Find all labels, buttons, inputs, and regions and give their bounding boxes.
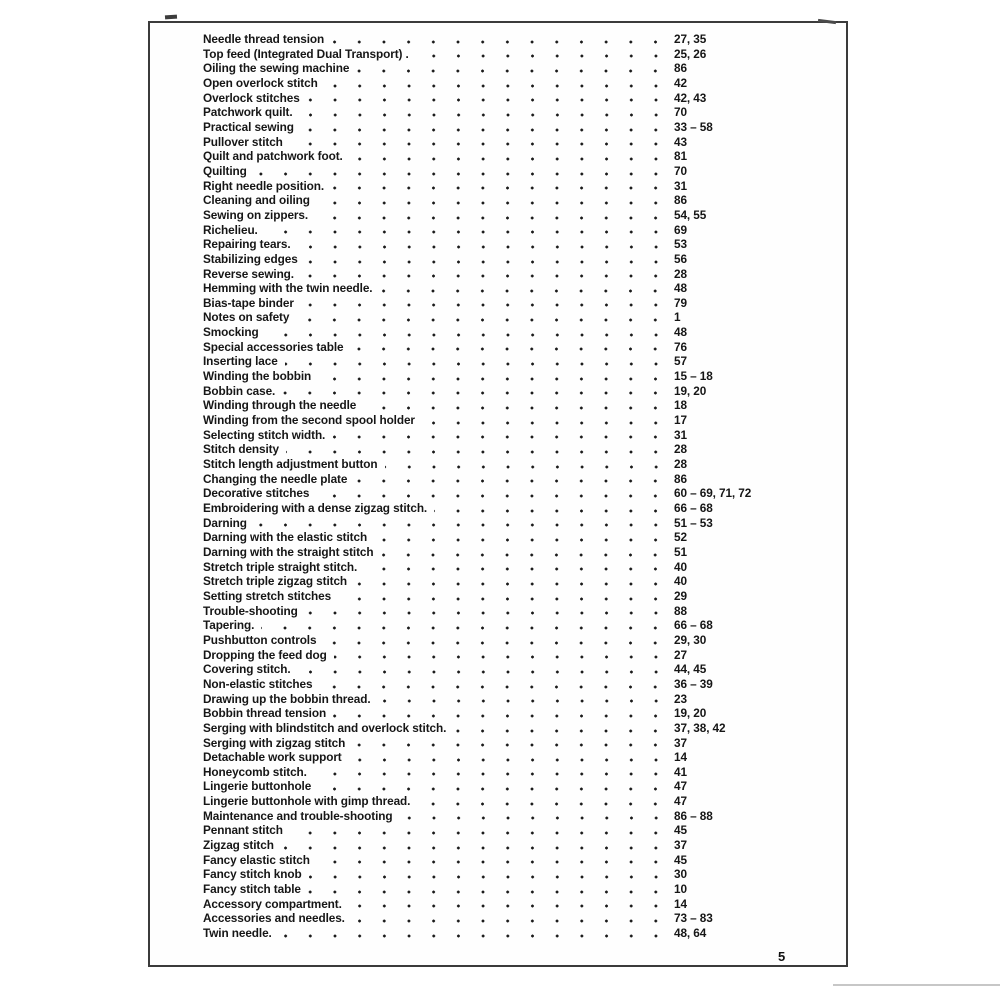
- entry-pages: 40: [674, 574, 687, 589]
- dot-leader: [309, 867, 669, 882]
- index-entry: [203, 516, 840, 531]
- entry-label: Covering stitch.: [203, 662, 291, 677]
- index-entry: [203, 692, 840, 707]
- entry-label: Darning with the elastic stitch: [203, 530, 368, 545]
- index-entry: [203, 384, 840, 399]
- entry-pages: 86: [674, 193, 687, 208]
- entry-pages: 44, 45: [674, 662, 707, 677]
- dot-leader: [349, 750, 669, 765]
- entry-label: Reverse sewing.: [203, 266, 294, 281]
- index-entry: [203, 325, 840, 340]
- index-entry: [203, 823, 840, 838]
- entry-label: Pullover stitch: [203, 134, 283, 149]
- entry-pages: 45: [674, 823, 687, 838]
- entry-label: Tapering.: [203, 618, 255, 633]
- entry-label: Detachable work support: [203, 750, 342, 765]
- entry-pages: 29: [674, 588, 687, 603]
- dot-leader: [380, 545, 669, 560]
- entry-pages: 86: [674, 61, 687, 76]
- index-entry: [203, 398, 840, 413]
- entry-label: Twin needle.: [203, 926, 272, 941]
- dot-leader: [305, 604, 669, 619]
- dot-leader: [318, 369, 669, 384]
- dot-leader: [334, 648, 669, 663]
- index-entry: [203, 340, 840, 355]
- entry-label: Quilt and patchwork foot.: [203, 149, 343, 164]
- index-entry: [203, 76, 840, 91]
- entry-label: Accessory compartment.: [203, 896, 342, 911]
- entry-label: Lingerie buttonhole: [203, 779, 312, 794]
- index-entry: [203, 779, 840, 794]
- index-entry: [203, 545, 840, 560]
- entry-label: Bias-tape binder: [203, 295, 294, 310]
- dot-leader: [332, 428, 669, 443]
- dot-leader: [354, 472, 669, 487]
- index-entry: [203, 164, 840, 179]
- entry-pages: 23: [674, 691, 687, 706]
- index-entry: [203, 501, 840, 516]
- index-entry: [203, 428, 840, 443]
- entry-pages: 48: [674, 325, 687, 340]
- entry-pages: 48, 64: [674, 926, 707, 941]
- entry-pages: 81: [674, 149, 687, 164]
- dot-leader: [298, 662, 669, 677]
- dot-leader: [308, 882, 669, 897]
- dot-leader: [434, 501, 669, 516]
- dot-leader: [416, 47, 669, 62]
- entry-pages: 28: [674, 457, 687, 472]
- entry-pages: 66 – 68: [674, 501, 713, 515]
- dot-leader: [319, 677, 669, 692]
- entry-pages: 37, 38, 42: [674, 720, 726, 735]
- entry-pages: 30: [674, 867, 687, 882]
- entry-pages: 17: [674, 413, 687, 428]
- entry-label: Darning: [203, 515, 247, 530]
- index-list: [203, 32, 840, 941]
- dot-leader: [307, 91, 669, 106]
- dot-leader: [354, 574, 669, 589]
- dot-leader: [282, 384, 669, 399]
- entry-pages: 37: [674, 838, 687, 853]
- dot-leader: [301, 296, 669, 311]
- entry-label: Stitch length adjustment button: [203, 457, 378, 472]
- dot-leader: [356, 61, 669, 76]
- index-entry: [203, 765, 840, 780]
- index-entry: [203, 91, 840, 106]
- entry-label: Stretch triple straight stitch.: [203, 559, 358, 574]
- index-entry: [203, 794, 840, 809]
- dot-leader: [281, 838, 669, 853]
- entry-pages: 25, 26: [674, 46, 707, 61]
- entry-pages: 1: [674, 310, 681, 325]
- index-entry: [203, 413, 840, 428]
- index-entry: [203, 61, 840, 76]
- entry-pages: 69: [674, 222, 687, 237]
- entry-pages: 14: [674, 750, 687, 765]
- index-entry: [203, 457, 840, 472]
- entry-pages: 18: [674, 398, 687, 413]
- dot-leader: [323, 633, 669, 648]
- dot-leader: [400, 809, 670, 824]
- entry-pages: 41: [674, 764, 687, 779]
- dot-leader: [374, 530, 669, 545]
- entry-pages: 48: [674, 281, 687, 296]
- index-entry: [203, 237, 840, 252]
- dot-leader: [314, 765, 669, 780]
- entry-pages: 53: [674, 237, 687, 252]
- entry-label: Overlock stitches: [203, 90, 300, 105]
- entry-label: Fancy elastic stitch: [203, 852, 310, 867]
- dot-leader: [296, 310, 669, 325]
- entry-pages: 31: [674, 427, 687, 442]
- dot-leader: [279, 926, 669, 941]
- index-entry: [203, 750, 840, 765]
- dot-leader: [331, 179, 669, 194]
- index-entry: [203, 589, 840, 604]
- entry-pages: 27, 35: [674, 32, 707, 46]
- dot-leader: [331, 32, 669, 47]
- dot-leader: [265, 223, 669, 238]
- index-entry: [203, 193, 840, 208]
- entry-pages: 33 – 58: [674, 119, 713, 134]
- entry-pages: 31: [674, 178, 687, 193]
- index-entry: [203, 838, 840, 853]
- entry-label: Serging with blindstitch and overlock stitch.: [203, 720, 447, 735]
- index-entry: [203, 604, 840, 619]
- entry-pages: 43: [674, 134, 687, 149]
- entry-label: Drawing up the bobbin thread.: [203, 691, 371, 706]
- dot-leader: [385, 457, 670, 472]
- entry-pages: 51: [674, 544, 687, 559]
- entry-label: Stabilizing edges: [203, 251, 298, 266]
- entry-pages: 47: [674, 779, 687, 794]
- dot-leader: [318, 779, 669, 794]
- entry-label: Notes on safety: [203, 310, 290, 325]
- dot-leader: [286, 442, 669, 457]
- entry-label: Bobbin case.: [203, 383, 276, 398]
- dot-leader: [301, 120, 669, 135]
- entry-label: Selecting stitch width.: [203, 427, 326, 442]
- entry-label: Winding the bobbin: [203, 369, 312, 384]
- entry-pages: 29, 30: [674, 632, 707, 647]
- dot-leader: [352, 736, 669, 751]
- entry-label: Decorative stitches: [203, 486, 310, 501]
- dot-leader: [298, 237, 669, 252]
- entry-pages: 88: [674, 603, 687, 618]
- entry-label: Lingerie buttonhole with gimp thread.: [203, 794, 411, 809]
- dot-leader: [350, 340, 669, 355]
- index-entry: [203, 809, 840, 824]
- entry-label: Needle thread tension: [203, 32, 325, 46]
- entry-label: Honeycomb stitch.: [203, 764, 307, 779]
- entry-pages: 36 – 39: [674, 676, 713, 691]
- entry-pages: 42, 43: [674, 90, 707, 105]
- entry-pages: 37: [674, 735, 687, 750]
- entry-label: Setting stretch stitches: [203, 588, 332, 603]
- index-entry: [203, 882, 840, 897]
- entry-label: Right needle position.: [203, 178, 325, 193]
- dot-leader: [290, 823, 669, 838]
- entry-pages: 51 – 53: [674, 515, 713, 530]
- dot-leader: [290, 135, 669, 150]
- entry-pages: 73 – 83: [674, 911, 713, 926]
- index-entry: [203, 926, 840, 941]
- dot-leader: [305, 252, 669, 267]
- index-entry: [203, 736, 840, 751]
- entry-label: Winding from the second spool holder: [203, 413, 415, 428]
- entry-label: Dropping the feed dog: [203, 647, 327, 662]
- entry-pages: 45: [674, 852, 687, 867]
- index-entry: [203, 369, 840, 384]
- entry-pages: 47: [674, 794, 687, 809]
- dot-leader: [364, 560, 669, 575]
- entry-label: Practical sewing: [203, 119, 294, 134]
- entry-label: Sewing on zippers.: [203, 207, 309, 222]
- entry-label: Stretch triple zigzag stitch: [203, 574, 348, 589]
- index-entry: [203, 296, 840, 311]
- entry-label: Smocking: [203, 325, 259, 340]
- index-entry: [203, 179, 840, 194]
- dot-leader: [363, 398, 669, 413]
- entry-label: Darning with the straight stitch: [203, 544, 374, 559]
- dot-leader: [453, 721, 669, 736]
- entry-pages: 42: [674, 75, 687, 90]
- index-entry: [203, 281, 840, 296]
- index-entry: [203, 208, 840, 223]
- index-entry: [203, 252, 840, 267]
- entry-label: Accessories and needles.: [203, 911, 345, 926]
- dot-leader: [379, 281, 669, 296]
- entry-pages: 28: [674, 266, 687, 281]
- index-entry: [203, 677, 840, 692]
- dot-leader: [325, 76, 669, 91]
- entry-pages: 66 – 68: [674, 618, 713, 633]
- entry-pages: 14: [674, 896, 687, 911]
- entry-pages: 70: [674, 105, 687, 120]
- entry-pages: 86 – 88: [674, 808, 713, 823]
- entry-pages: 40: [674, 559, 687, 574]
- entry-pages: 60 – 69, 71, 72: [674, 486, 752, 501]
- dot-leader: [315, 208, 669, 223]
- dot-leader: [261, 618, 669, 633]
- dot-leader: [285, 354, 669, 369]
- dot-leader: [300, 105, 669, 120]
- entry-pages: 19, 20: [674, 383, 707, 398]
- entry-pages: 70: [674, 163, 687, 178]
- entry-pages: 15 – 18: [674, 369, 713, 384]
- entry-label: Changing the needle plate: [203, 471, 348, 486]
- entry-pages: 28: [674, 442, 687, 457]
- entry-label: Maintenance and trouble-shooting: [203, 808, 393, 823]
- index-entry: [203, 618, 840, 633]
- entry-label: Inserting lace: [203, 354, 278, 369]
- entry-label: Richelieu.: [203, 222, 258, 237]
- entry-label: Bobbin thread tension: [203, 706, 327, 721]
- entry-pages: 56: [674, 251, 687, 266]
- dot-leader: [254, 164, 669, 179]
- index-entry: [203, 648, 840, 663]
- index-entry: [203, 310, 840, 325]
- index-entry: [203, 120, 840, 135]
- dot-leader: [378, 692, 670, 707]
- entry-label: Patchwork quilt.: [203, 105, 293, 120]
- index-entry: [203, 662, 840, 677]
- index-entry: [203, 721, 840, 736]
- dot-leader: [417, 794, 669, 809]
- dot-leader: [350, 149, 669, 164]
- index-entry: [203, 853, 840, 868]
- index-entry: [203, 911, 840, 926]
- index-entry: [203, 706, 840, 721]
- entry-label: Trouble-shooting: [203, 603, 298, 618]
- entry-label: Pushbutton controls: [203, 632, 317, 647]
- entry-pages: 76: [674, 339, 687, 354]
- index-entry: [203, 574, 840, 589]
- index-entry: [203, 633, 840, 648]
- entry-pages: 27: [674, 647, 687, 662]
- dot-leader: [333, 706, 669, 721]
- entry-label: Winding through the needle: [203, 398, 357, 413]
- index-entry: [203, 135, 840, 150]
- entry-pages: 10: [674, 882, 687, 897]
- entry-pages: 57: [674, 354, 687, 369]
- entry-pages: 19, 20: [674, 706, 707, 721]
- index-entry: [203, 560, 840, 575]
- index-entry: [203, 867, 840, 882]
- index-entry: [203, 267, 840, 282]
- entry-pages: 52: [674, 530, 687, 545]
- entry-pages: 86: [674, 471, 687, 486]
- entry-label: Serging with zigzag stitch: [203, 735, 346, 750]
- index-entry: [203, 486, 840, 501]
- page-frame: [148, 21, 848, 967]
- dot-leader: [422, 413, 669, 428]
- dot-leader: [317, 193, 669, 208]
- entry-label: Hemming with the twin needle.: [203, 281, 373, 296]
- entry-label: Fancy stitch knob: [203, 867, 302, 882]
- scan-artifact: [833, 984, 1000, 986]
- index-entry: [203, 530, 840, 545]
- index-entry: [203, 105, 840, 120]
- dot-leader: [349, 897, 669, 912]
- entry-label: Quilting: [203, 163, 247, 178]
- index-entry: [203, 149, 840, 164]
- entry-label: Special accessories table: [203, 339, 344, 354]
- dot-leader: [352, 911, 669, 926]
- index-entry: [203, 472, 840, 487]
- entry-pages: 54, 55: [674, 207, 707, 222]
- dot-leader: [317, 853, 669, 868]
- index-entry: [203, 223, 840, 238]
- entry-label: Pennant stitch: [203, 823, 283, 838]
- scan-artifact: [165, 15, 177, 20]
- entry-label: Embroidering with a dense zigzag stitch.: [203, 501, 428, 515]
- entry-pages: 79: [674, 295, 687, 310]
- entry-label: Fancy stitch table: [203, 882, 301, 897]
- entry-label: Top feed (Integrated Dual Transport) .: [203, 46, 409, 61]
- entry-label: Open overlock stitch: [203, 75, 318, 90]
- entry-label: Oiling the sewing machine: [203, 61, 350, 76]
- dot-leader: [266, 325, 669, 340]
- entry-label: Cleaning and oiling: [203, 193, 310, 208]
- dot-leader: [338, 589, 669, 604]
- index-entry: [203, 47, 840, 62]
- entry-label: Non-elastic stitches: [203, 676, 313, 691]
- dot-leader: [316, 486, 669, 501]
- entry-label: Zigzag stitch: [203, 838, 274, 853]
- index-entry: [203, 897, 840, 912]
- dot-leader: [301, 267, 669, 282]
- page-number: 5: [778, 949, 786, 964]
- entry-label: Repairing tears.: [203, 237, 291, 252]
- index-entry: [203, 354, 840, 369]
- index-entry: [203, 32, 840, 47]
- entry-label: Stitch density: [203, 442, 279, 457]
- index-entry: [203, 442, 840, 457]
- dot-leader: [254, 516, 669, 531]
